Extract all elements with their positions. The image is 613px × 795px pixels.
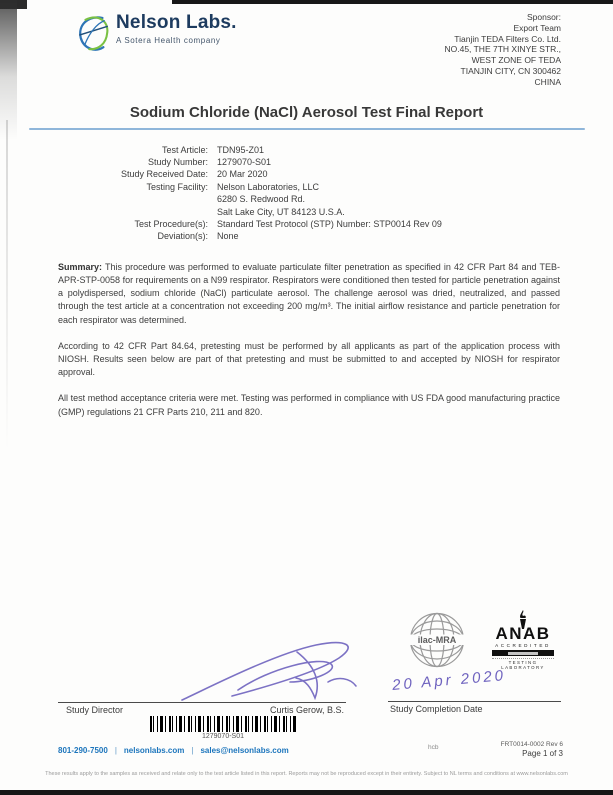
anab-logo: [480, 610, 566, 670]
acceptance-paragraph: All test method acceptance criteria were met. Testing was performed in compliance with US FDA good manufacturing practice (GMP) regulations 21 CFR Parts 210, 211 and 820.: [58, 393, 560, 417]
sponsor-line: CHINA: [534, 76, 561, 87]
footer-website-link[interactable]: nelsonlabs.com: [123, 746, 185, 755]
scan-edge-top: [172, 0, 613, 4]
footer-disclaimer: These results apply to the samples as received and relate only to the test article listed in this report. Reports may not be reproduced except in their entirety. Subject to NL terms and conditions at www.nelsonlabs.com: [45, 771, 568, 777]
scan-edge-bottom: [0, 790, 613, 795]
footer-contact-row: [58, 746, 289, 755]
pretesting-paragraph: According to 42 CFR Part 84.64, pretesting must be performed by all applicants as part of the application process with NIOSH. Results seen below are part of that pretesting and must be submitted to and accepted by NIOSH for respirator approval.: [58, 340, 560, 378]
detail-label: [58, 193, 208, 205]
form-number: FRT0014-0002 Rev 6: [500, 741, 563, 748]
detail-label: Study Number:: [147, 156, 208, 167]
detail-value: 6280 S. Redwood Rd.: [217, 194, 306, 205]
detail-value: None: [217, 231, 239, 242]
anab-bar: [492, 650, 554, 656]
detail-label: [58, 206, 208, 218]
footer-separator: |: [114, 746, 117, 755]
sponsor-line: NO.45, THE 7TH XINYE STR.,: [444, 44, 561, 55]
anab-accredited-label: ACCREDITED: [495, 643, 551, 648]
study-barcode: [150, 716, 296, 740]
footer-email-link[interactable]: sales@nelsonlabs.com: [200, 746, 289, 755]
study-director-label: Study Director: [66, 705, 124, 715]
ilac-mra-label: ilac-MRA: [417, 634, 457, 645]
page-number: Page 1 of 3: [522, 749, 563, 758]
detail-label: Test Article:: [161, 144, 208, 155]
handwritten-completion-date: 20 Apr 2020: [391, 667, 507, 694]
globe-icon: [76, 14, 110, 54]
detail-value: 20 Mar 2020: [217, 169, 268, 180]
study-completion-date-label: Study Completion Date: [390, 704, 483, 714]
logo-wordmark: Nelson Labs.: [116, 12, 237, 33]
footer-separator: |: [191, 746, 194, 755]
ilac-mra-seal: [408, 611, 466, 669]
footer-form-block: [501, 741, 563, 758]
study-director-signature-line: [58, 702, 346, 715]
anab-testing-laboratory-label: TESTING LABORATORY: [492, 658, 554, 670]
nelson-labs-logo: [76, 12, 237, 88]
barcode-value: 1279070-S01: [201, 733, 245, 740]
completion-date-line: [388, 701, 561, 714]
scan-edge-left: [6, 120, 8, 450]
summary-paragraph: [58, 261, 560, 327]
detail-value: Nelson Laboratories, LLC: [217, 181, 320, 192]
summary-label: Summary:: [58, 261, 103, 272]
detail-label: Deviation(s):: [157, 231, 208, 242]
footer-phone: 801-290-7500: [58, 746, 108, 755]
sponsor-line: Export Team: [513, 22, 561, 33]
logo-text: [116, 12, 237, 45]
sponsor-label: Sponsor:: [526, 12, 561, 22]
detail-value: Salt Lake City, UT 84123 U.S.A.: [217, 206, 345, 217]
summary-text: This procedure was performed to evaluate particulate filter penetration as specified in 42 CFR Part 84 and TEB-APR-STP-0058 for requirements on a N99 respirator. Respirators were conditioned then tested for particle penetration against a polydispersed, sodium chloride (NaCl) particulate aerosol. The challenge aerosol was dried, neutralized, and passed through the test article at a concentration not exceeding 200 mg/m³. The initial airflow resistance and particle penetration for each respirator was determined.: [58, 261, 560, 325]
signer-name: Curtis Gerow, B.S.: [269, 705, 344, 715]
report-header: [0, 0, 613, 88]
sponsor-address-block: [444, 12, 561, 88]
anab-wordmark: ANAB: [495, 624, 551, 643]
detail-label: Study Received Date:: [120, 169, 208, 180]
sponsor-line: Tianjin TEDA Filters Co. Ltd.: [454, 33, 561, 44]
barcode-stripes: [150, 716, 296, 732]
detail-value: 1279070-S01: [217, 156, 272, 167]
detail-label: Test Procedure(s):: [134, 219, 208, 230]
sponsor-line: TIANJIN CITY, CN 300462: [460, 65, 561, 76]
scan-edge-corner-fade: [0, 0, 17, 140]
study-director-signature: [178, 638, 383, 706]
study-details-table: [58, 144, 560, 243]
title-divider: [29, 128, 585, 130]
detail-label: Testing Facility:: [146, 181, 208, 192]
logo-tagline: A Sotera Health company: [116, 36, 221, 45]
sponsor-line: WEST ZONE OF TEDA: [471, 55, 561, 66]
report-title: Sodium Chloride (NaCl) Aerosol Test Final Report: [129, 103, 484, 121]
detail-value: Standard Test Protocol (STP) Number: STP0014 Rev 09: [217, 219, 442, 230]
detail-value: TDN95-Z01: [217, 144, 265, 155]
footer-initials: hcb: [428, 744, 439, 751]
